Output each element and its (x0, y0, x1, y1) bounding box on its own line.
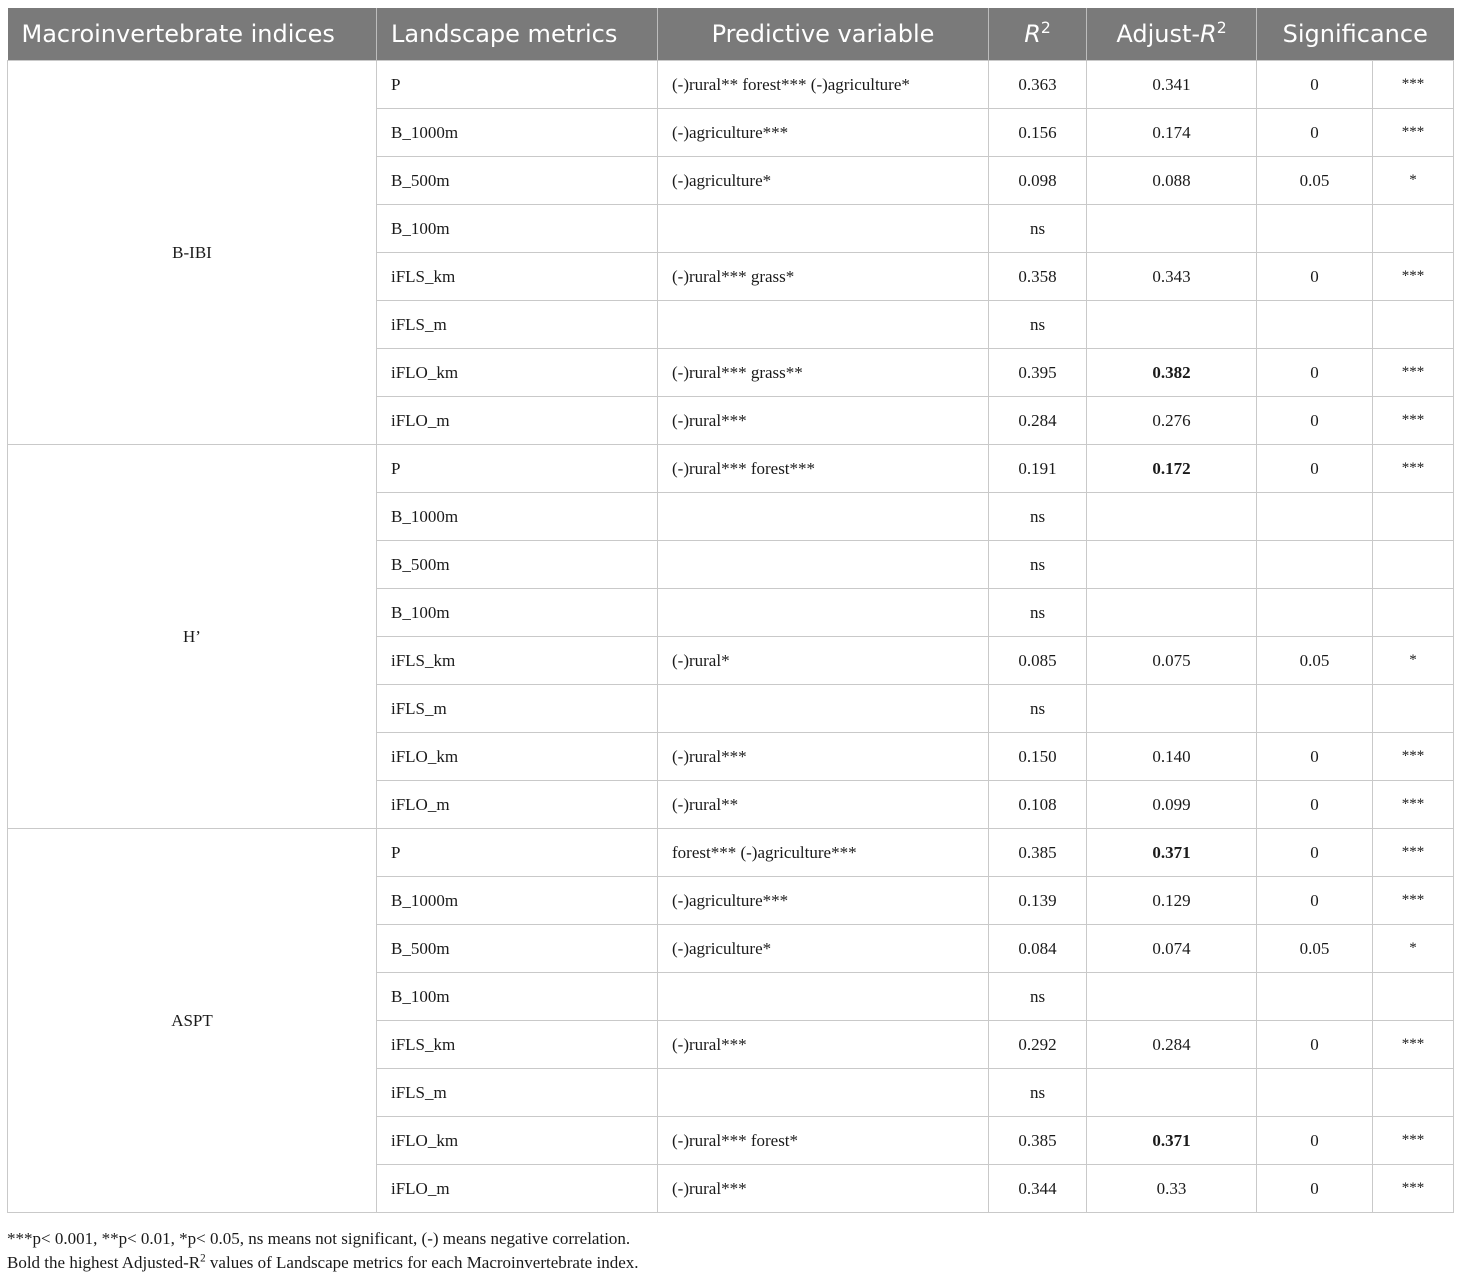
cell-significance-stars (1373, 205, 1454, 253)
footnote-bold-prefix: Bold the highest Adjusted-R (7, 1253, 201, 1272)
cell-r2: 0.085 (989, 637, 1087, 685)
cell-predictive-variable (658, 205, 989, 253)
cell-landscape-metric: B_1000m (377, 877, 658, 925)
header-r2-sup: 2 (1040, 19, 1051, 37)
cell-significance-stars: * (1373, 637, 1454, 685)
cell-significance-stars (1373, 301, 1454, 349)
cell-r2: 0.344 (989, 1165, 1087, 1213)
cell-r2: 0.139 (989, 877, 1087, 925)
cell-adjusted-r2: 0.140 (1087, 733, 1257, 781)
table-body (8, 61, 1454, 1213)
table-header (8, 8, 1454, 61)
cell-r2: 0.098 (989, 157, 1087, 205)
cell-predictive-variable: forest*** (-)agriculture*** (658, 829, 989, 877)
cell-r2: 0.084 (989, 925, 1087, 973)
cell-landscape-metric: iFLO_km (377, 1117, 658, 1165)
cell-r2: ns (989, 301, 1087, 349)
cell-r2: 0.385 (989, 1117, 1087, 1165)
group-label: B-IBI (8, 61, 377, 445)
cell-r2: ns (989, 493, 1087, 541)
cell-landscape-metric: B_1000m (377, 493, 658, 541)
cell-adjusted-r2: 0.341 (1087, 61, 1257, 109)
cell-landscape-metric: P (377, 445, 658, 493)
cell-adjusted-r2 (1087, 301, 1257, 349)
header-predictive-variable: Predictive variable (658, 8, 989, 61)
cell-p-value: 0 (1257, 1117, 1373, 1165)
cell-p-value: 0 (1257, 1021, 1373, 1069)
cell-r2: 0.363 (989, 61, 1087, 109)
cell-r2: 0.150 (989, 733, 1087, 781)
cell-p-value: 0 (1257, 253, 1373, 301)
cell-predictive-variable: (-)rural*** (658, 397, 989, 445)
cell-adjusted-r2: 0.371 (1087, 829, 1257, 877)
cell-p-value: 0 (1257, 781, 1373, 829)
cell-r2: 0.108 (989, 781, 1087, 829)
cell-adjusted-r2: 0.371 (1087, 1117, 1257, 1165)
header-row (8, 8, 1454, 61)
cell-p-value (1257, 301, 1373, 349)
cell-significance-stars: * (1373, 157, 1454, 205)
cell-adjusted-r2 (1087, 205, 1257, 253)
cell-adjusted-r2: 0.129 (1087, 877, 1257, 925)
cell-predictive-variable (658, 685, 989, 733)
results-table (7, 8, 1454, 1213)
cell-adjusted-r2 (1087, 541, 1257, 589)
cell-predictive-variable: (-)rural** (658, 781, 989, 829)
cell-p-value (1257, 541, 1373, 589)
cell-r2: 0.395 (989, 349, 1087, 397)
cell-significance-stars (1373, 1069, 1454, 1117)
cell-significance-stars: *** (1373, 445, 1454, 493)
cell-predictive-variable (658, 589, 989, 637)
cell-r2: 0.385 (989, 829, 1087, 877)
cell-predictive-variable: (-)rural*** (658, 1165, 989, 1213)
cell-p-value (1257, 493, 1373, 541)
cell-p-value: 0.05 (1257, 637, 1373, 685)
cell-landscape-metric: B_100m (377, 205, 658, 253)
table-row (8, 445, 1454, 493)
cell-r2: ns (989, 205, 1087, 253)
cell-predictive-variable (658, 301, 989, 349)
group-label: H’ (8, 445, 377, 829)
cell-r2: 0.284 (989, 397, 1087, 445)
cell-landscape-metric: B_500m (377, 157, 658, 205)
cell-significance-stars: *** (1373, 1117, 1454, 1165)
header-r2 (989, 8, 1087, 61)
cell-adjusted-r2: 0.343 (1087, 253, 1257, 301)
cell-r2: 0.156 (989, 109, 1087, 157)
cell-landscape-metric: iFLS_km (377, 253, 658, 301)
cell-adjusted-r2: 0.172 (1087, 445, 1257, 493)
cell-predictive-variable (658, 541, 989, 589)
cell-predictive-variable: (-)agriculture*** (658, 109, 989, 157)
cell-landscape-metric: B_100m (377, 973, 658, 1021)
cell-adjusted-r2: 0.074 (1087, 925, 1257, 973)
cell-significance-stars: *** (1373, 781, 1454, 829)
cell-adjusted-r2 (1087, 589, 1257, 637)
cell-r2: ns (989, 685, 1087, 733)
cell-predictive-variable: (-)agriculture* (658, 925, 989, 973)
cell-significance-stars: *** (1373, 61, 1454, 109)
cell-p-value (1257, 1069, 1373, 1117)
cell-predictive-variable: (-)rural* (658, 637, 989, 685)
cell-predictive-variable (658, 1069, 989, 1117)
cell-landscape-metric: B_500m (377, 925, 658, 973)
cell-significance-stars (1373, 685, 1454, 733)
cell-p-value (1257, 685, 1373, 733)
cell-significance-stars: *** (1373, 253, 1454, 301)
cell-significance-stars: *** (1373, 397, 1454, 445)
footnote-bold-suffix: values of Landscape metrics for each Macroinvertebrate index. (205, 1253, 639, 1272)
cell-r2: 0.358 (989, 253, 1087, 301)
cell-predictive-variable (658, 493, 989, 541)
cell-predictive-variable: (-)rural*** grass* (658, 253, 989, 301)
cell-adjusted-r2: 0.099 (1087, 781, 1257, 829)
cell-significance-stars (1373, 589, 1454, 637)
cell-landscape-metric: P (377, 61, 658, 109)
cell-p-value: 0 (1257, 733, 1373, 781)
cell-landscape-metric: iFLO_m (377, 1165, 658, 1213)
cell-predictive-variable: (-)agriculture* (658, 157, 989, 205)
cell-landscape-metric: B_1000m (377, 109, 658, 157)
cell-landscape-metric: P (377, 829, 658, 877)
cell-landscape-metric: iFLS_m (377, 685, 658, 733)
cell-predictive-variable: (-)rural*** (658, 733, 989, 781)
cell-predictive-variable: (-)rural** forest*** (-)agriculture* (658, 61, 989, 109)
cell-p-value (1257, 589, 1373, 637)
footnote-bold-note (7, 1253, 639, 1273)
cell-landscape-metric: iFLS_km (377, 1021, 658, 1069)
cell-adjusted-r2: 0.382 (1087, 349, 1257, 397)
header-adjusted-r2 (1087, 8, 1257, 61)
cell-p-value: 0 (1257, 445, 1373, 493)
header-r2-base: R (1024, 20, 1041, 48)
cell-r2: ns (989, 1069, 1087, 1117)
cell-r2: ns (989, 589, 1087, 637)
cell-adjusted-r2: 0.33 (1087, 1165, 1257, 1213)
header-adjusted-sup: 2 (1216, 19, 1227, 37)
cell-predictive-variable: (-)rural*** forest*** (658, 445, 989, 493)
cell-r2: ns (989, 973, 1087, 1021)
cell-predictive-variable: (-)rural*** forest* (658, 1117, 989, 1165)
cell-predictive-variable: (-)rural*** (658, 1021, 989, 1069)
cell-significance-stars: *** (1373, 349, 1454, 397)
cell-p-value (1257, 973, 1373, 1021)
header-adjusted-prefix: Adjust- (1116, 20, 1201, 48)
cell-p-value: 0.05 (1257, 157, 1373, 205)
footnote-significance: ***p< 0.001, **p< 0.01, *p< 0.05, ns means not significant, (-) means negative correlation. (7, 1229, 631, 1248)
table-row (8, 829, 1454, 877)
cell-adjusted-r2: 0.284 (1087, 1021, 1257, 1069)
cell-p-value: 0 (1257, 1165, 1373, 1213)
cell-significance-stars: *** (1373, 1165, 1454, 1213)
cell-landscape-metric: B_100m (377, 589, 658, 637)
cell-p-value: 0 (1257, 877, 1373, 925)
group-label: ASPT (8, 829, 377, 1213)
cell-landscape-metric: iFLO_m (377, 781, 658, 829)
cell-landscape-metric: B_500m (377, 541, 658, 589)
cell-landscape-metric: iFLO_m (377, 397, 658, 445)
cell-adjusted-r2 (1087, 493, 1257, 541)
cell-r2: 0.292 (989, 1021, 1087, 1069)
header-landscape-metrics: Landscape metrics (377, 8, 658, 61)
footnote-bold-sup: 2 (200, 1252, 206, 1265)
cell-significance-stars: *** (1373, 829, 1454, 877)
cell-adjusted-r2: 0.075 (1087, 637, 1257, 685)
cell-adjusted-r2: 0.174 (1087, 109, 1257, 157)
cell-p-value (1257, 205, 1373, 253)
cell-adjusted-r2 (1087, 685, 1257, 733)
cell-adjusted-r2: 0.088 (1087, 157, 1257, 205)
cell-p-value: 0 (1257, 109, 1373, 157)
cell-landscape-metric: iFLO_km (377, 349, 658, 397)
cell-p-value: 0 (1257, 349, 1373, 397)
cell-landscape-metric: iFLO_km (377, 733, 658, 781)
cell-landscape-metric: iFLS_m (377, 301, 658, 349)
cell-landscape-metric: iFLS_m (377, 1069, 658, 1117)
header-significance: Significance (1257, 8, 1454, 61)
cell-significance-stars (1373, 973, 1454, 1021)
header-adjusted-base: R (1200, 20, 1217, 48)
header-macroinvertebrate-indices: Macroinvertebrate indices (8, 8, 377, 61)
cell-predictive-variable (658, 973, 989, 1021)
cell-significance-stars (1373, 493, 1454, 541)
cell-adjusted-r2 (1087, 1069, 1257, 1117)
cell-landscape-metric: iFLS_km (377, 637, 658, 685)
cell-p-value: 0.05 (1257, 925, 1373, 973)
cell-predictive-variable: (-)agriculture*** (658, 877, 989, 925)
cell-p-value: 0 (1257, 61, 1373, 109)
cell-p-value: 0 (1257, 397, 1373, 445)
cell-adjusted-r2: 0.276 (1087, 397, 1257, 445)
cell-r2: ns (989, 541, 1087, 589)
cell-r2: 0.191 (989, 445, 1087, 493)
cell-significance-stars: *** (1373, 1021, 1454, 1069)
cell-significance-stars: *** (1373, 109, 1454, 157)
table-row (8, 61, 1454, 109)
cell-adjusted-r2 (1087, 973, 1257, 1021)
cell-predictive-variable: (-)rural*** grass** (658, 349, 989, 397)
cell-p-value: 0 (1257, 829, 1373, 877)
cell-significance-stars (1373, 541, 1454, 589)
cell-significance-stars: *** (1373, 733, 1454, 781)
cell-significance-stars: * (1373, 925, 1454, 973)
cell-significance-stars: *** (1373, 877, 1454, 925)
